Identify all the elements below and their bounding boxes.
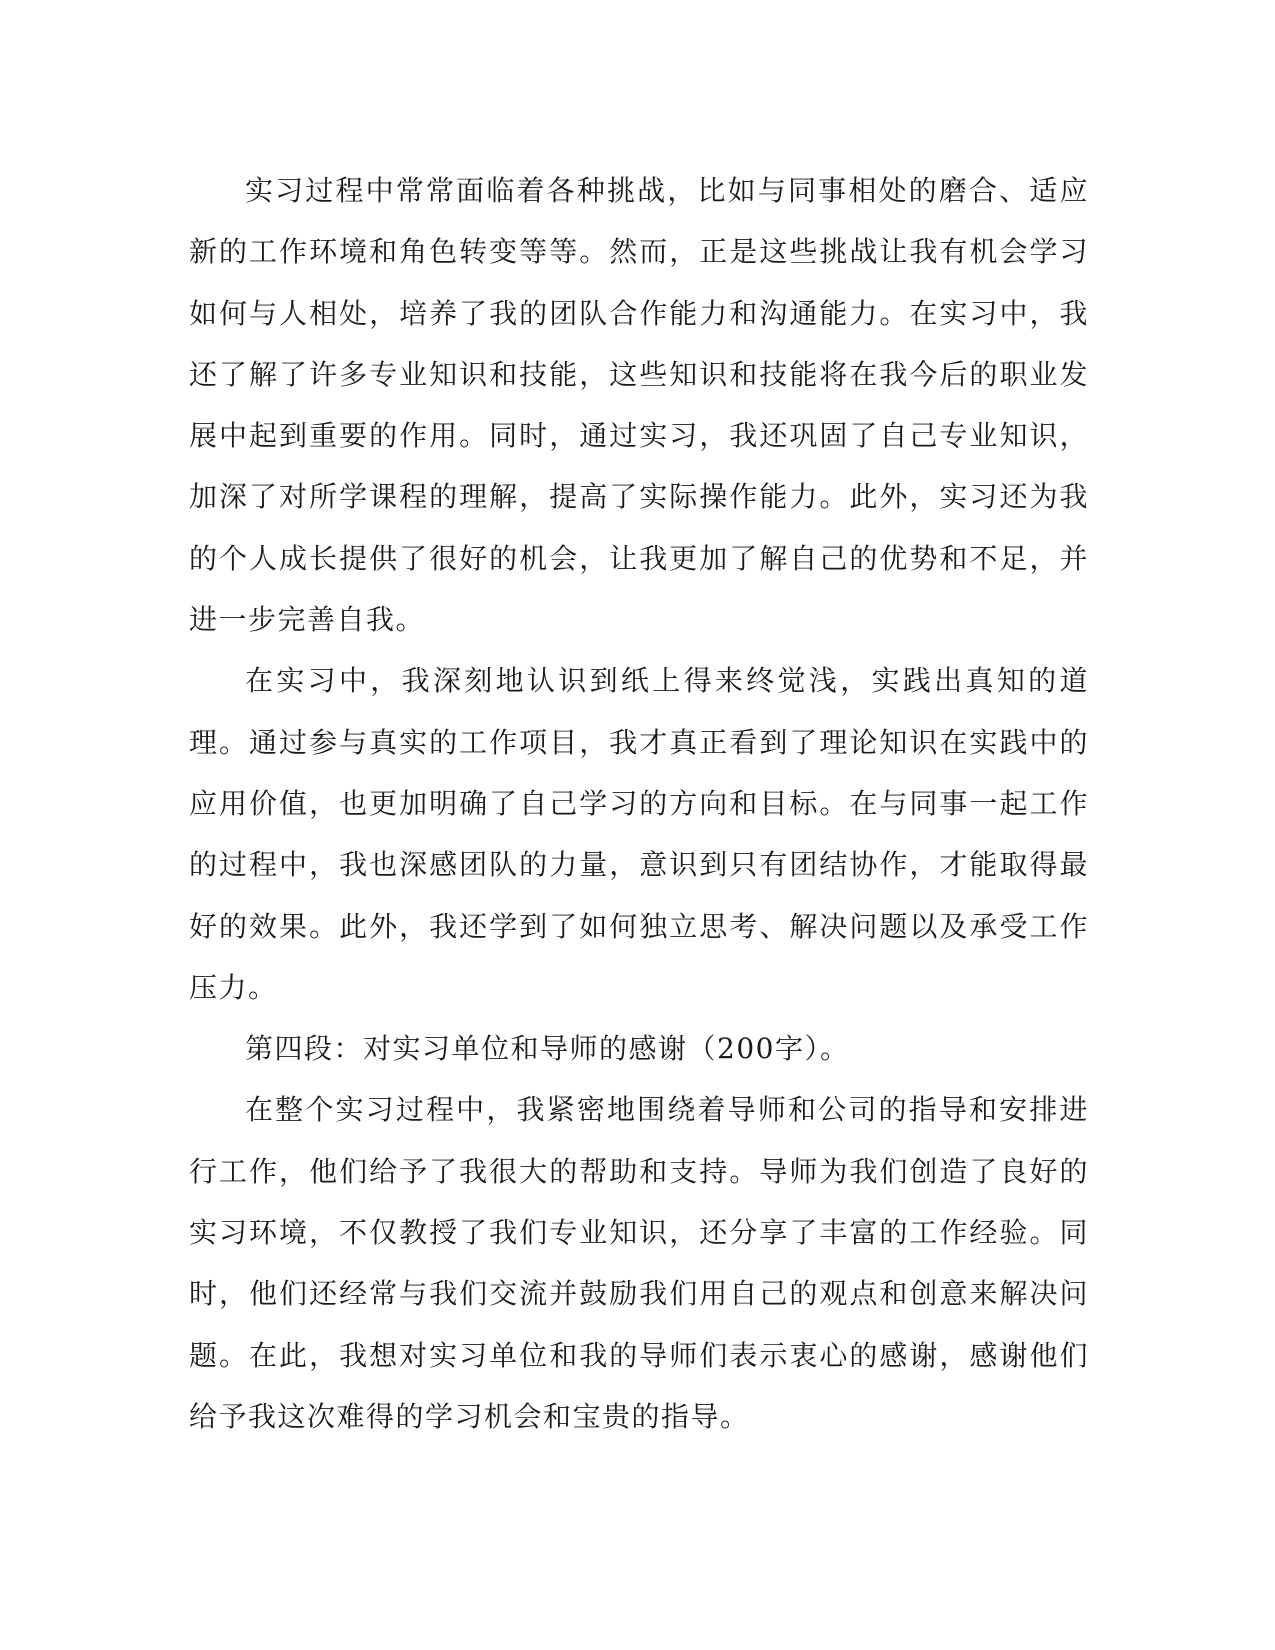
section-heading: 第四段：对实习单位和导师的感谢（200字）。 <box>245 1032 850 1066</box>
document-body <box>189 160 1089 1447</box>
paragraph-challenges: 实习过程中常常面临着各种挑战，比如与同事相处的磨合、适应新的工作环境和角色转变等等。然而，正是这些挑战让我有机会学习如何与人相处，培养了我的团队合作能力和沟通能力。在实习中，我还了解了许多专业知识和技能，这些知识和技能将在我今后的职业发展中起到重要的作用。同时，通过实习，我还巩固了自己专业知识，加深了对所学课程的理解，提高了实际操作能力。此外，实习还为我的个人成长提供了很好的机会，让我更加了解自己的优势和不足，并进一步完善自我。 <box>189 174 1089 637</box>
paragraph-practice: 在实习中，我深刻地认识到纸上得来终觉浅，实践出真知的道理。通过参与真实的工作项目，我才真正看到了理论知识在实践中的应用价值，也更加明确了自己学习的方向和目标。在与同事一起工作的过程中，我也深感团队的力量，意识到只有团结协作，才能取得最好的效果。此外，我还学到了如何独立思考、解决问题以及承受工作压力。 <box>189 664 1089 1004</box>
paragraph-thanks: 在整个实习过程中，我紧密地围绕着导师和公司的指导和安排进行工作，他们给予了我很大的帮助和支持。导师为我们创造了良好的实习环境，不仅教授了我们专业知识，还分享了丰富的工作经验。同时，他们还经常与我们交流并鼓励我们用自己的观点和创意来解决问题。在此，我想对实习单位和我的导师们表示衷心的感谢，感谢他们给予我这次难得的学习机会和宝贵的指导。 <box>189 1093 1089 1433</box>
